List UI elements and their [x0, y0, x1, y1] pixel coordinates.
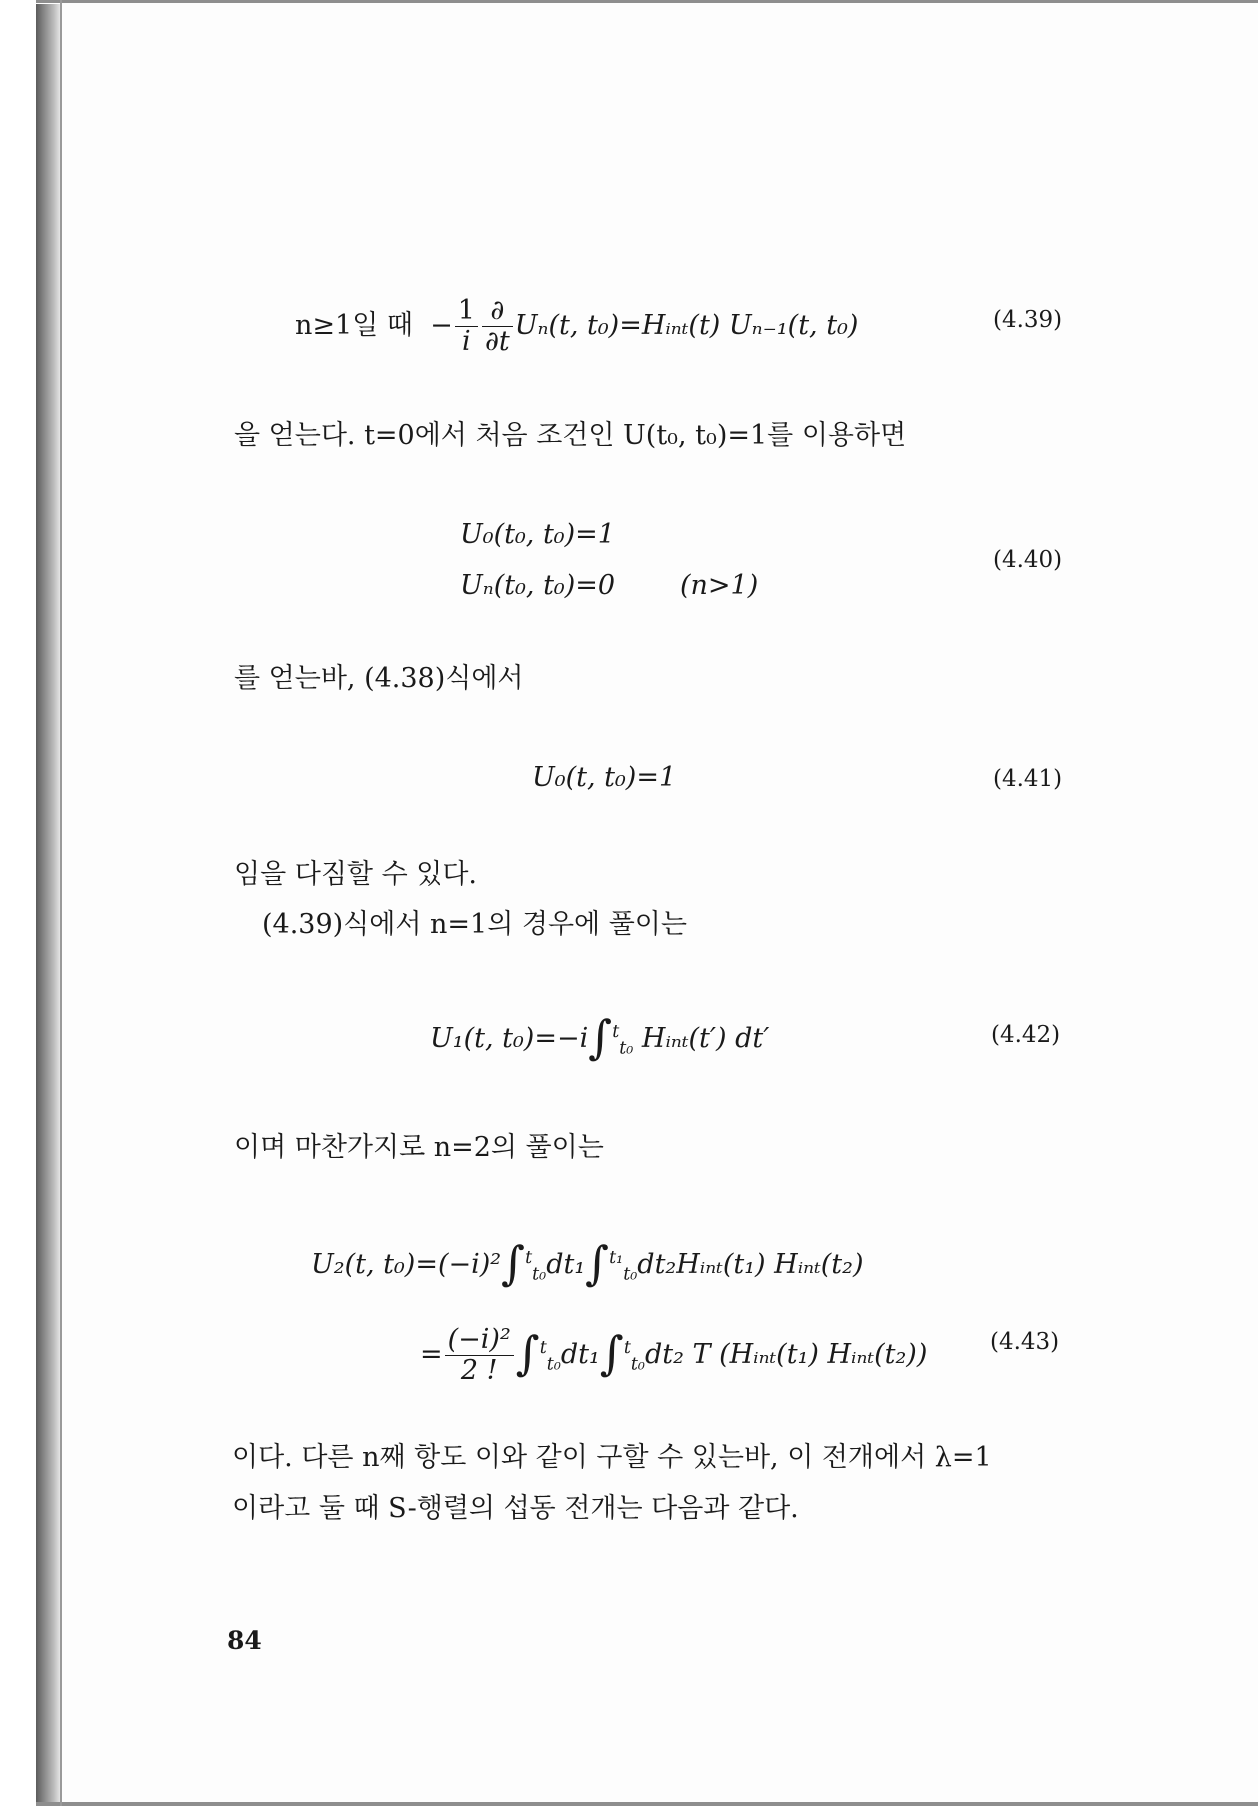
text-line-3: 임을 다짐할 수 있다.: [234, 859, 477, 890]
equation-number-4-41: (4.41): [993, 766, 1063, 792]
text-line-4: (4.39)식에서 n=1의 경우에 풀이는: [262, 909, 687, 940]
eq43-a-lower: t₀: [532, 1264, 547, 1285]
eq43-b-upper: t₁: [609, 1248, 624, 1268]
book-spine: [36, 4, 60, 1804]
text-line-6: 이다. 다른 n째 항도 이와 같이 구할 수 있는바, 이 전개에서 λ=1: [232, 1442, 992, 1473]
equation-number-4-40: (4.40): [993, 547, 1063, 573]
eq43-frac-num: (−i)²: [445, 1325, 514, 1356]
integral-sign: ∫: [585, 1236, 610, 1290]
equation-number-4-43: (4.43): [990, 1329, 1060, 1355]
eq39-fraction-1: [455, 296, 478, 357]
eq42-upper-limit: t: [612, 1022, 620, 1042]
integral-sign: ∫: [588, 1010, 613, 1064]
equation-number-4-39: (4.39): [993, 307, 1063, 333]
integral-sign: ∫: [501, 1236, 526, 1290]
eq43-d-lower: t₀: [630, 1354, 645, 1375]
text-line-2: 를 얻는바, (4.38)식에서: [234, 663, 524, 694]
eq39-frac1-den: i: [462, 326, 471, 357]
page-number: 84: [227, 1626, 262, 1655]
equation-4-41: U₀(t, t₀)=1: [532, 762, 677, 793]
text-line-1: 을 얻는다. t=0에서 처음 조건인 U(t₀, t₀)=1를 이용하면: [234, 420, 907, 451]
equation-number-4-42: (4.42): [991, 1022, 1061, 1048]
book-page: [62, 3, 1258, 1802]
equation-4-43-line-1: [311, 1236, 864, 1292]
eq42-rhs: Hᵢₙₜ(t′) dt′: [641, 1023, 770, 1054]
eq39-prefix: n≥1일 때: [295, 310, 413, 341]
eq43-lhs: U₂(t, t₀)=(−i)²: [311, 1249, 502, 1280]
eq43-d-upper: t: [623, 1338, 631, 1358]
eq39-body: Uₙ(t, t₀)=Hᵢₙₜ(t) Uₙ₋₁(t, t₀): [514, 310, 859, 341]
eq43-fraction: [445, 1325, 514, 1386]
eq43-c-rhs: dt₂ T (Hᵢₙₜ(t₁) Hᵢₙₜ(t₂)): [644, 1339, 928, 1370]
eq40-line-1: U₀(t₀, t₀)=1: [460, 519, 615, 550]
eq39-frac2-den: ∂t: [484, 326, 510, 357]
eq43-frac-den: 2 !: [460, 1355, 498, 1386]
equation-4-42: [430, 1010, 770, 1066]
integral-sign: ∫: [599, 1326, 624, 1380]
eq40-line-2: Uₙ(t₀, t₀)=0: [460, 570, 616, 601]
eq43-a-mid: dt₁: [546, 1249, 586, 1280]
eq43-b-lower: t₀: [623, 1264, 638, 1285]
eq39-frac2-num: ∂: [482, 296, 513, 327]
eq42-lower-limit: t₀: [619, 1038, 634, 1059]
eq43-c-mid: dt₁: [560, 1339, 600, 1370]
eq43-a-upper: t: [525, 1248, 533, 1268]
page-edge-bottom: [36, 1802, 1258, 1806]
equation-4-39: n≥1일 때 − $\frac{1}{i}$ $\frac{\partial}{\partial t}$ Uₙ(t, t₀)=Hᵢₙₜ(t) Uₙ₋₁(t, t₀): [295, 295, 859, 357]
eq43-c-lower: t₀: [546, 1354, 561, 1375]
integral-sign: ∫: [515, 1326, 540, 1380]
eq42-lhs: U₁(t, t₀)=−i: [430, 1023, 589, 1054]
text-line-5: 이며 마찬가지로 n=2의 풀이는: [234, 1132, 604, 1163]
text-line-7: 이라고 둘 때 S-행렬의 섭동 전개는 다음과 같다.: [232, 1493, 799, 1524]
page-edge-left: [60, 0, 62, 1806]
eq43-a-rhs: dt₂Hᵢₙₜ(t₁) Hᵢₙₜ(t₂): [637, 1249, 864, 1280]
equation-4-43-line-2: = $\frac{\text{(−i)²}}{2 !}$ ∫$^t_{t_0}$dt₁∫$^t_{t_0}$dt₂ T (Hᵢₙₜ(t₁) Hᵢₙₜ(t₂)): [420, 1324, 928, 1386]
eq39-frac1-num: 1: [455, 296, 478, 327]
eq43-c-upper: t: [539, 1338, 547, 1358]
eq39-fraction-2: [482, 296, 513, 357]
eq40-condition: (n>1): [680, 570, 759, 601]
